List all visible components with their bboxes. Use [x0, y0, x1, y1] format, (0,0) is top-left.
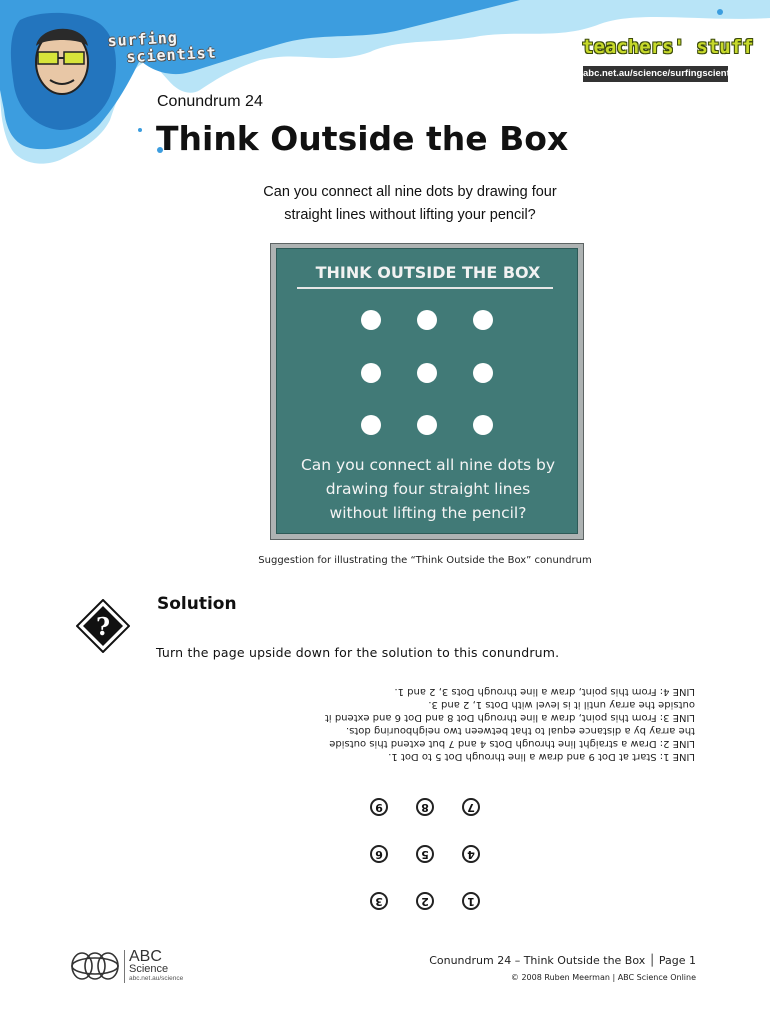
question-line-1: Can you connect all nine dots by drawing four	[263, 184, 557, 200]
chalkboard-caption-line: drawing four straight lines	[325, 480, 531, 498]
teachers-stuff-logo: teachers' stuff	[582, 36, 754, 58]
puzzle-dot	[417, 415, 437, 435]
puzzle-dot	[473, 415, 493, 435]
puzzle-dot	[417, 310, 437, 330]
page-title: Think Outside the Box	[156, 119, 569, 158]
numbered-dot: 2	[416, 892, 434, 910]
puzzle-dot	[361, 310, 381, 330]
solution-line: the array by a distance equal to that between two neighbouring dots.	[345, 725, 695, 736]
illustration-caption: Suggestion for illustrating the “Think Outside the Box” conundrum	[258, 555, 592, 566]
chalkboard-underline	[297, 287, 553, 289]
solution-line: LINE 4: From this point, draw a line through Dots 3, 2 and 1.	[394, 686, 695, 697]
numbered-dot: 1	[462, 892, 480, 910]
chalkboard-caption	[277, 453, 579, 525]
numbered-dot: 5	[416, 845, 434, 863]
abc-science-label: Science	[129, 963, 169, 975]
numbered-dot: 9	[370, 798, 388, 816]
abc-science-logo	[124, 950, 183, 983]
numbered-dot: 4	[462, 845, 480, 863]
abc-lissajous-logo-icon	[70, 949, 120, 983]
svg-text:?: ?	[95, 612, 111, 641]
footer-copyright: © 2008 Ruben Meerman | ABC Science Online	[510, 973, 696, 982]
solution-instruction: Turn the page upside down for the solution to this conundrum.	[156, 645, 560, 660]
abc-name: ABC	[129, 948, 162, 965]
numbered-dot: 8	[416, 798, 434, 816]
footer-page-info: Conundrum 24 – Think Outside the Box │ Page 1	[429, 954, 696, 967]
logo-line-1: surfing	[107, 28, 179, 51]
conundrum-number: Conundrum 24	[157, 93, 263, 110]
chalkboard-caption-line: Can you connect all nine dots by	[300, 456, 556, 474]
puzzle-dot	[361, 415, 381, 435]
numbered-dot: 7	[462, 798, 480, 816]
surfing-scientist-logo	[107, 27, 229, 67]
puzzle-dot	[473, 363, 493, 383]
puzzle-dot	[417, 363, 437, 383]
question-line-2: straight lines without lifting your pencil?	[284, 207, 536, 223]
puzzle-dot	[473, 310, 493, 330]
solution-line: LINE 2: Draw a straight line through Dots 4 and 7 but extend this outside	[329, 738, 695, 749]
logo-line-2: scientist	[126, 43, 218, 67]
abc-url[interactable]: abc.net.au/science	[129, 975, 184, 982]
puzzle-dot	[361, 363, 381, 383]
numbered-dot: 6	[370, 845, 388, 863]
surfing-scientist-face-icon	[36, 29, 88, 94]
question-diamond-icon	[76, 599, 130, 653]
upside-down-solution-text	[275, 685, 695, 763]
chalkboard	[276, 248, 578, 534]
solution-line: outside the array until it is level with Dots 1, 2 and 3.	[428, 699, 695, 710]
header-url[interactable]: abc.net.au/science/surfingscientist	[583, 66, 728, 82]
numbered-dot: 3	[370, 892, 388, 910]
solution-line: LINE 3: From this point, draw a line through Dot 8 and Dot 6 and extend it	[324, 712, 695, 723]
numbered-dot-grid	[360, 800, 490, 920]
solution-heading: Solution	[157, 594, 237, 614]
solution-line: LINE 1: Start at Dot 9 and draw a line through Dot 5 to Dot 1.	[388, 751, 695, 762]
question-text	[240, 181, 580, 227]
chalkboard-caption-line: without lifting the pencil?	[329, 504, 527, 522]
chalkboard-title: THINK OUTSIDE THE BOX	[315, 263, 541, 282]
